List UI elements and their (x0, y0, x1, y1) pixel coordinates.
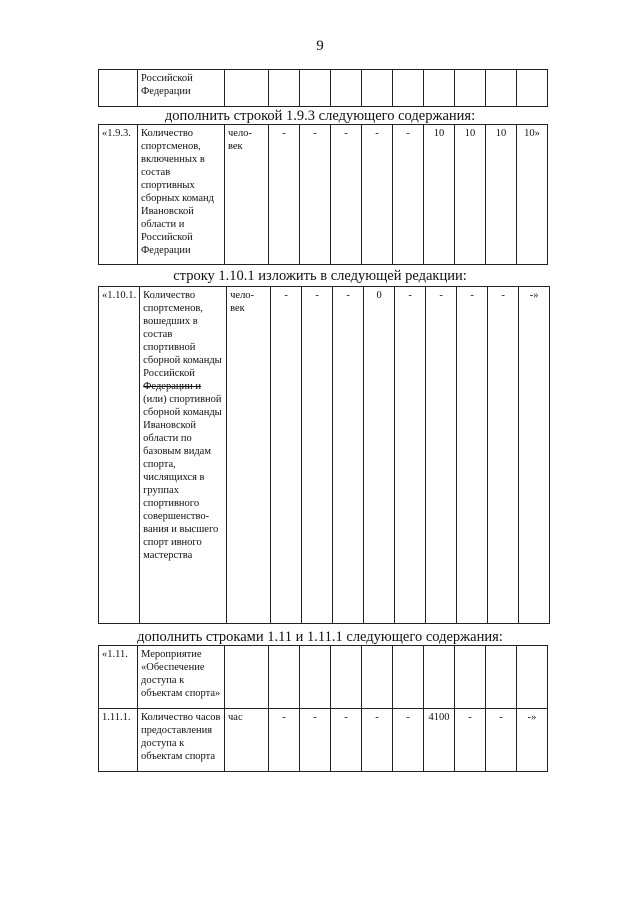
cell-value: -» (519, 287, 550, 624)
cell-num: «1.10.1. (99, 287, 140, 624)
cell-value: - (302, 287, 333, 624)
cell-value: - (457, 287, 488, 624)
table-row (99, 709, 548, 772)
cell-unit (225, 646, 269, 709)
table-fragment-top (98, 69, 548, 107)
cell-value: -» (517, 709, 548, 772)
cell-value (269, 70, 300, 107)
cell-value: - (271, 287, 302, 624)
cell-name: Количество часов предоставления доступа к объектам спорта (138, 709, 225, 772)
cell-num: 1.11.1. (99, 709, 138, 772)
cell-value: - (269, 125, 300, 265)
cell-value: - (331, 709, 362, 772)
cell-value: 0 (364, 287, 395, 624)
cell-value: - (393, 709, 424, 772)
cell-value (393, 70, 424, 107)
cell-value (300, 646, 331, 709)
cell-value (424, 70, 455, 107)
cell-value: 10 (424, 125, 455, 265)
cell-value: - (333, 287, 364, 624)
cell-unit: час (225, 709, 269, 772)
cell-name: Российской Федерации (138, 70, 225, 107)
cell-value (517, 70, 548, 107)
cell-value: - (488, 287, 519, 624)
cell-name: Количество спортсменов, включенных в состав спортивных сборных команд Ивановской области и Российской Федерации (138, 125, 225, 265)
cell-value: 10 (486, 125, 517, 265)
cell-unit (225, 70, 269, 107)
cell-value (455, 70, 486, 107)
struck-text: Федерации и (143, 381, 201, 392)
cell-value (486, 646, 517, 709)
table-row (99, 70, 548, 107)
cell-name (140, 287, 227, 624)
cell-value: 4100 (424, 709, 455, 772)
cell-num: «1.9.3. (99, 125, 138, 265)
cell-value: - (393, 125, 424, 265)
table-row (99, 646, 548, 709)
cell-num: «1.11. (99, 646, 138, 709)
cell-value: - (269, 709, 300, 772)
table-row-1-9-3 (98, 124, 548, 265)
table-row-1-10-1 (98, 286, 550, 624)
cell-value (300, 70, 331, 107)
cell-value: - (300, 709, 331, 772)
cell-num (99, 70, 138, 107)
cell-name: Мероприятие «Обеспечение доступа к объектам спорта» (138, 646, 225, 709)
cell-value (331, 70, 362, 107)
instruction-text: строку 1.10.1 изложить в следующей редакции: (173, 268, 467, 284)
cell-value (486, 70, 517, 107)
cell-value: - (362, 125, 393, 265)
cell-value (362, 646, 393, 709)
page-number: 9 (316, 38, 324, 54)
cell-value: - (331, 125, 362, 265)
cell-unit: чело-век (225, 125, 269, 265)
cell-value (424, 646, 455, 709)
table-rows-1-11 (98, 645, 548, 772)
name-text: Количество спортсменов, вошедших в состав спортивной сборной команды Российской (143, 290, 222, 379)
cell-value: - (426, 287, 457, 624)
cell-value (393, 646, 424, 709)
cell-unit: чело-век (227, 287, 271, 624)
cell-value (269, 646, 300, 709)
cell-value: - (362, 709, 393, 772)
cell-value: - (455, 709, 486, 772)
name-text: (или) спортивной сборной команды Ивановской области по базовым видам спорта, числящихся в группах спортивного совершенство-вания и высшего спорт ивного мастерства (143, 394, 222, 561)
cell-value (517, 646, 548, 709)
cell-value: 10 (455, 125, 486, 265)
cell-value (331, 646, 362, 709)
cell-value: - (300, 125, 331, 265)
table-row (99, 287, 550, 624)
instruction-text: дополнить строкой 1.9.3 следующего содержания: (164, 108, 476, 124)
table-row (99, 125, 548, 265)
cell-value: - (395, 287, 426, 624)
instruction-text: дополнить строками 1.11 и 1.11.1 следующего содержания: (137, 629, 503, 645)
cell-value (455, 646, 486, 709)
cell-value: - (486, 709, 517, 772)
cell-value (362, 70, 393, 107)
cell-value: 10» (517, 125, 548, 265)
